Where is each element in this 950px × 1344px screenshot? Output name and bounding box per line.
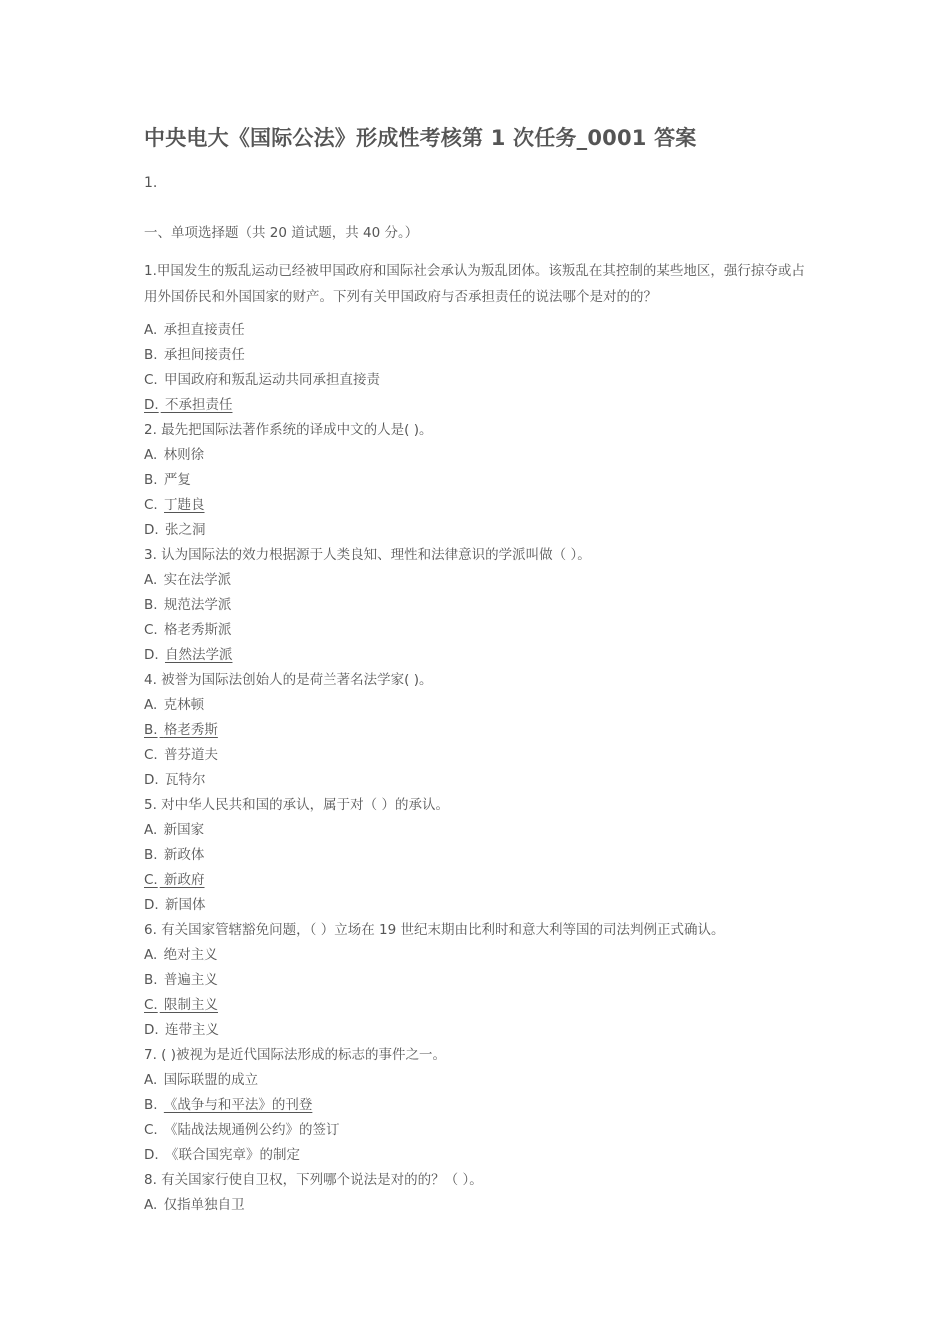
option-letter: C. (144, 372, 158, 388)
option-text: 承担间接责任 (163, 347, 245, 363)
option-content (144, 472, 191, 488)
option-text: 新国体 (164, 897, 206, 913)
question-stem (144, 918, 724, 943)
option-letter: B. (144, 597, 158, 613)
option-letter: C. (144, 497, 158, 513)
option-letter: C. (144, 622, 158, 638)
option-letter: D. (144, 397, 159, 413)
option-content (144, 622, 232, 638)
answer-option (144, 868, 724, 893)
option-text: 普芬道夫 (164, 747, 219, 763)
answer-option (144, 893, 724, 918)
option-letter: B. (144, 847, 158, 863)
option-content (144, 1022, 219, 1038)
answer-option (144, 643, 724, 668)
answer-option (144, 1143, 724, 1168)
option-letter: D. (144, 772, 159, 788)
option-letter: D. (144, 897, 159, 913)
option-letter: A. (144, 1197, 158, 1213)
question-text-body: 4. 被誉为国际法创始人的是荷兰著名法学家( )。 (144, 672, 433, 688)
answer-option (144, 768, 724, 793)
option-text: 仅指单独自卫 (163, 1197, 245, 1213)
option-content (144, 497, 205, 513)
option-letter: C. (144, 1122, 158, 1138)
answer-option (144, 443, 724, 468)
option-text: 新国家 (163, 822, 205, 838)
option-content (144, 522, 205, 538)
answer-option (144, 1193, 724, 1218)
option-content (144, 447, 204, 463)
option-text: 普遍主义 (163, 972, 218, 988)
option-text: 绝对主义 (163, 947, 218, 963)
option-letter: B. (144, 347, 158, 363)
option-content (144, 397, 232, 413)
option-letter: B. (144, 972, 158, 988)
option-letter: D. (144, 647, 159, 663)
option-content (144, 347, 245, 363)
question-text (144, 422, 433, 438)
option-content (144, 647, 232, 663)
option-content (144, 822, 204, 838)
question-text (144, 922, 724, 938)
answer-option (144, 743, 724, 768)
item-number: 1. (144, 175, 158, 191)
answer-option (144, 993, 724, 1018)
option-letter: B. (144, 472, 158, 488)
answer-option (144, 618, 724, 643)
option-letter: D. (144, 522, 159, 538)
question-stem: 1.甲国发生的叛乱运动已经被甲国政府和国际社会承认为叛乱团体。该叛乱在其控制的某些地区，强行掠夺或占用外国侨民和外国国家的财产。下列有关甲国政府与否承担责任的说法哪个是对的的？ (144, 263, 805, 305)
answer-option (144, 393, 724, 418)
option-letter: D. (144, 1022, 159, 1038)
option-content (144, 897, 205, 913)
option-letter: A. (144, 572, 158, 588)
answer-option (144, 968, 724, 993)
option-text: 《联合国宪章》的制定 (164, 1147, 300, 1163)
question-text-body: 5. 对中华人民共和国的承认，属于对（ ）的承认。 (144, 797, 449, 813)
option-text: 规范法学派 (163, 597, 232, 613)
question-stem (144, 418, 724, 443)
question-text (144, 547, 591, 563)
answer-option (144, 1018, 724, 1043)
option-content (144, 972, 218, 988)
option-letter: C. (144, 747, 158, 763)
answer-option (144, 693, 724, 718)
answer-option (144, 843, 724, 868)
answer-option (144, 493, 724, 518)
option-text: 甲国政府和叛乱运动共同承担直接责 (164, 372, 381, 388)
option-content (144, 747, 218, 763)
option-letter: B. (144, 1097, 158, 1113)
option-text: 限制主义 (164, 997, 219, 1013)
question-stem (144, 543, 724, 568)
option-letter: A. (144, 447, 158, 463)
answer-option (144, 718, 724, 743)
question-text (144, 1047, 446, 1063)
question-text-body: 2. 最先把国际法著作系统的译成中文的人是( )。 (144, 422, 433, 438)
question-text (144, 672, 433, 688)
question-text (144, 797, 449, 813)
option-content (144, 997, 218, 1013)
option-content (144, 1072, 258, 1088)
option-text: 国际联盟的成立 (163, 1072, 259, 1088)
option-letter: A. (144, 947, 158, 963)
option-letter: A. (144, 697, 158, 713)
option-content (144, 722, 218, 738)
answer-option (144, 1118, 724, 1143)
option-content (144, 772, 205, 788)
question-stem (144, 668, 724, 693)
option-text: 《战争与和平法》的刊登 (163, 1097, 313, 1113)
option-text: 格老秀斯 (163, 722, 218, 738)
option-text: 自然法学派 (164, 647, 233, 663)
option-text: 克林顿 (163, 697, 205, 713)
question-stem (144, 1168, 724, 1193)
option-text: 丁韪良 (164, 497, 205, 513)
option-content (144, 322, 245, 338)
answer-option (144, 593, 724, 618)
option-content (144, 1147, 300, 1163)
question-list (144, 318, 724, 1218)
section-heading: 一、单项选择题（共 20 道试题，共 40 分。） (144, 225, 419, 241)
option-letter: A. (144, 322, 158, 338)
question-text-body: 7. ( )被视为是近代国际法形成的标志的事件之一。 (144, 1047, 446, 1063)
option-letter: A. (144, 1072, 158, 1088)
answer-option (144, 518, 724, 543)
option-text: 承担直接责任 (163, 322, 245, 338)
option-text: 新政体 (163, 847, 205, 863)
question-stem (144, 793, 724, 818)
option-text: 林则徐 (163, 447, 205, 463)
option-content (144, 1097, 312, 1113)
option-letter: A. (144, 822, 158, 838)
option-text: 格老秀斯派 (164, 622, 232, 638)
option-letter: C. (144, 997, 158, 1013)
option-letter: D. (144, 1147, 159, 1163)
option-content (144, 572, 231, 588)
question-text-body: 6. 有关国家管辖豁免问题，（ ）立场在 19 世纪末期由比利时和意大利等国的司法判例正式确认。 (144, 922, 725, 938)
answer-option (144, 368, 724, 393)
option-text: 张之洞 (164, 522, 206, 538)
option-text: 不承担责任 (164, 397, 233, 413)
option-content (144, 872, 205, 888)
answer-option (144, 1093, 724, 1118)
option-text: 连带主义 (164, 1022, 219, 1038)
option-text: 《陆战法规通例公约》的签订 (164, 1122, 340, 1138)
option-letter: B. (144, 722, 158, 738)
answer-option (144, 818, 724, 843)
question-text (144, 1172, 483, 1188)
question-text-body: 3. 认为国际法的效力根据源于人类良知、理性和法律意识的学派叫做（ ）。 (144, 547, 591, 563)
option-content (144, 1122, 340, 1138)
question-stem (144, 1043, 724, 1068)
answer-option (144, 318, 724, 343)
option-content (144, 697, 204, 713)
option-content (144, 947, 218, 963)
option-content (144, 372, 380, 388)
answer-option (144, 1068, 724, 1093)
answer-option (144, 568, 724, 593)
answer-option (144, 468, 724, 493)
document-title: 中央电大《国际公法》形成性考核第 1 次任务_0001 答案 (144, 126, 697, 150)
option-letter: C. (144, 872, 158, 888)
option-text: 瓦特尔 (164, 772, 206, 788)
answer-option (144, 943, 724, 968)
option-content (144, 1197, 245, 1213)
option-text: 实在法学派 (163, 572, 232, 588)
option-text: 新政府 (164, 872, 205, 888)
option-content (144, 597, 231, 613)
option-content (144, 847, 204, 863)
option-text: 严复 (163, 472, 191, 488)
question-text-body: 8. 有关国家行使自卫权，下列哪个说法是对的的？（ ）。 (144, 1172, 483, 1188)
answer-option (144, 343, 724, 368)
